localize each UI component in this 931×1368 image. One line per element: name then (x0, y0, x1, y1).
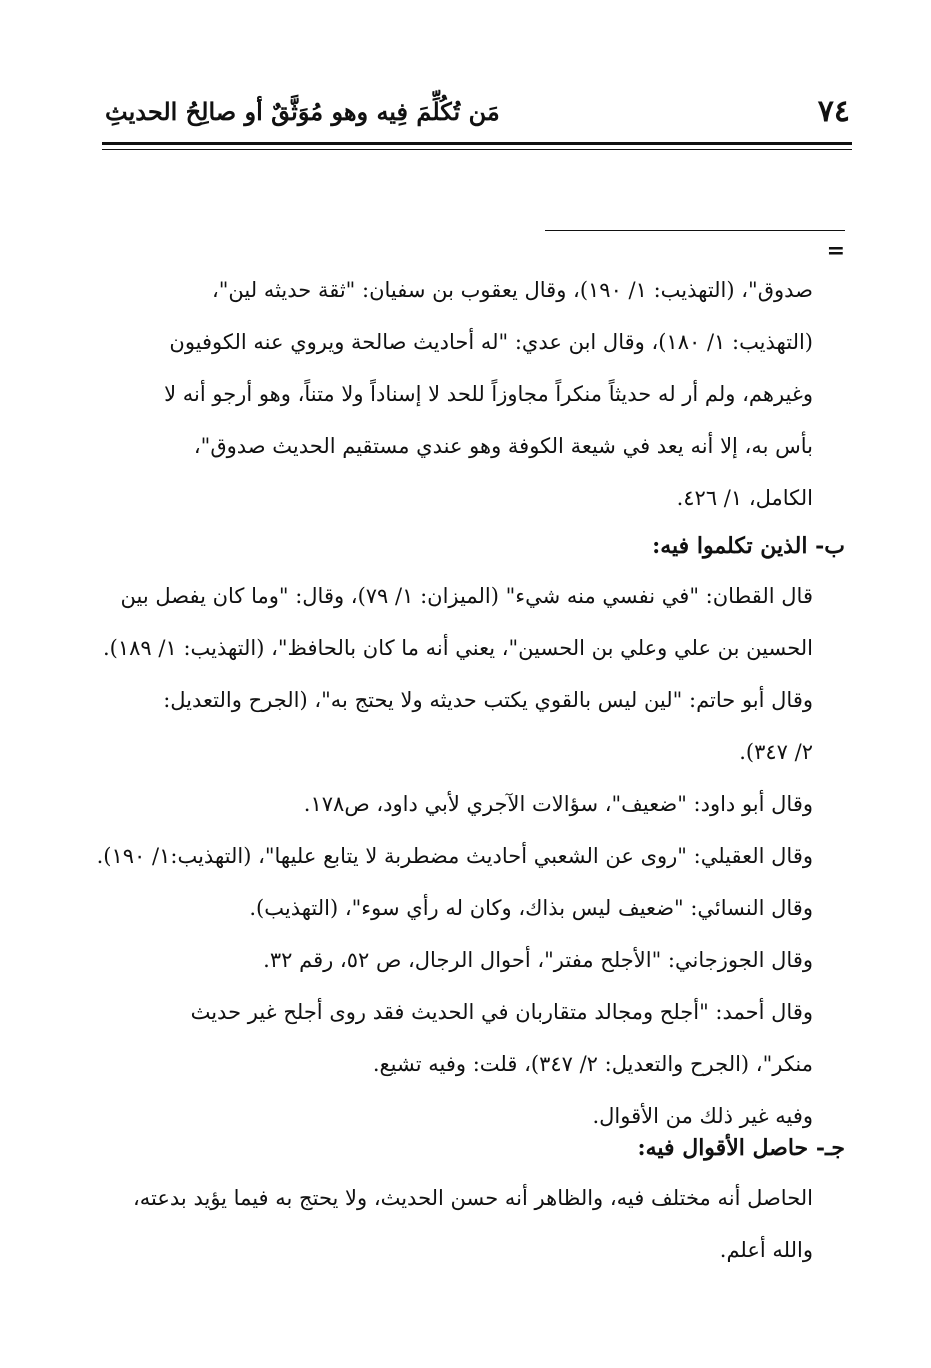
text-line: وقال النسائي: "ضعيف ليس بذاك، وكان له رأي سوء"، (التهذيب). (249, 896, 813, 920)
text-line: وغيرهم، ولم أر له حديثاً منكراً مجاوزاً للحد لا إسناداً ولا متناً، وهو أرجو أنه لا (164, 382, 813, 406)
footnote-paragraph (101, 264, 813, 524)
text-line: (التهذيب: ١/ ١٨٠)، وقال ابن عدي: "له أحاديث صالحة ويروي عنه الكوفيون (169, 330, 813, 354)
text-line: قال القطان: "في نفسي منه شيء" (الميزان: ١/ ٧٩)، وقال: "وما كان يفصل بين (120, 584, 813, 608)
text-line: وقال أحمد: "أجلح ومجالد متقاربان في الحديث فقد روى أجلح غير حديث (190, 1000, 813, 1024)
footnote-separator (545, 230, 845, 231)
text-line: وقال الجوزجاني: "الأجلح مفتر"، أحوال الرجال، ص ٥٢، رقم ٣٢. (263, 948, 813, 972)
section-heading-b: ب- الذين تكلموا فيه: (652, 533, 845, 559)
page-header (105, 92, 850, 136)
page-number: ٧٤ (817, 94, 850, 129)
section-heading-c: جـ- حاصل الأقوال فيه: (637, 1135, 845, 1161)
text-line: الحاصل أنه مختلف فيه، والظاهر أنه حسن الحديث، ولا يحتج به فيما يؤيد بدعته، (133, 1186, 813, 1210)
header-rule-thick (102, 142, 852, 145)
text-line: منكر"، (الجرح والتعديل: ٢/ ٣٤٧)، قلت: وفيه تشيع. (372, 1052, 813, 1076)
section-c-text (101, 1172, 813, 1276)
text-line: وقال أبو حاتم: "لين ليس بالقوي يكتب حديثه ولا يحتج به"، (الجرح والتعديل: (163, 688, 813, 712)
text-line: وقال أبو داود: "ضعيف"، سؤالات الآجري لأبي داود، ص١٧٨. (303, 792, 813, 816)
text-line: وقال العقيلي: "روى عن الشعبي أحاديث مضطربة لا يتابع عليها"، (التهذيب:١/ ١٩٠). (96, 844, 813, 868)
text-line: الحسين بن علي وعلي بن الحسين"، يعني أنه ما كان بالحافظ"، (التهذيب: ١/ ١٨٩). (103, 636, 813, 660)
text-line: صدوق"، (التهذيب: ١/ ١٩٠)، وقال يعقوب بن سفيان: "ثقة حديثه لين"، (211, 278, 813, 302)
text-line: وفيه غير ذلك من الأقوال. (592, 1104, 813, 1128)
running-title: مَن تُكُلِّمَ فِيه وهو مُوَثَّقٌ أو صالِحُ الحديثِ (105, 97, 500, 126)
section-b-text (96, 570, 813, 1142)
footnote-continuation-mark: = (826, 238, 845, 264)
text-line: الكامل، ١/ ٤٢٦. (676, 486, 813, 510)
header-rule-thin (102, 149, 852, 150)
text-line: ٢/ ٣٤٧). (739, 740, 813, 764)
text-line: بأس به، إلا أنه يعد في شيعة الكوفة وهو عندي مستقيم الحديث صدوق"، (193, 434, 813, 458)
text-line: والله أعلم. (719, 1238, 813, 1262)
